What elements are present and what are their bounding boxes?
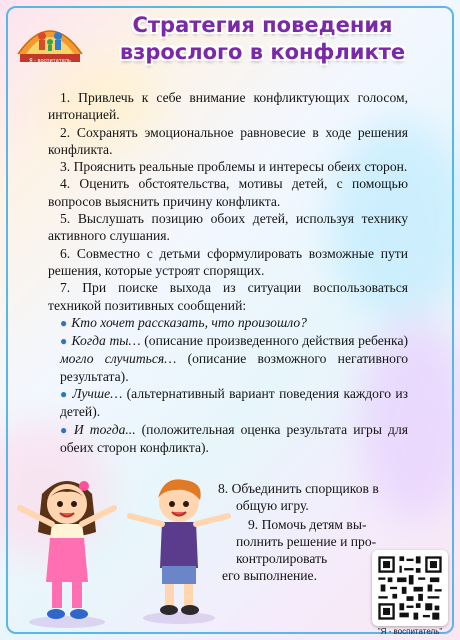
message-item bbox=[48, 332, 408, 385]
list-item: 6. Совместно с детьми сформулировать возможные пути решения, которые устроят спорящих. bbox=[48, 245, 408, 278]
logo-text: Я - воспитатель bbox=[29, 58, 71, 64]
girl-illustration bbox=[12, 472, 122, 632]
bullet-icon: ● bbox=[60, 422, 70, 437]
message-item bbox=[48, 385, 408, 421]
qr-caption: "Я - воспитатель" bbox=[377, 627, 443, 636]
bullet-icon: ● bbox=[60, 387, 69, 402]
message-text: (положительная оценка результата игры для обеих сторон конфликта). bbox=[60, 421, 408, 455]
page-title bbox=[90, 12, 435, 66]
list-item: 1. Привлечь к себе внимание конфликтующих голосом, интонацией. bbox=[48, 90, 408, 123]
text-line: его выполнение. bbox=[222, 568, 317, 583]
bullet-icon: ● bbox=[60, 334, 68, 349]
message-text: (описание произведенного действия ребенка) bbox=[140, 333, 409, 349]
list-item-8 bbox=[218, 480, 379, 514]
message-item bbox=[48, 421, 408, 457]
message-text: (описание возможного негативного результата). bbox=[60, 351, 408, 384]
message-italic: И тогда... bbox=[73, 421, 136, 437]
text-line: полнить решение и про- bbox=[236, 534, 377, 549]
boy-illustration bbox=[124, 476, 234, 626]
text-line: общую игру. bbox=[236, 498, 309, 513]
message-item bbox=[48, 314, 408, 332]
message-italic: Когда ты… bbox=[71, 333, 141, 349]
qr-code-icon bbox=[376, 554, 444, 622]
title-line: взрослого в конфликте bbox=[119, 40, 406, 64]
list-item: 7. При поиске выхода из ситуации воспользоваться техникой позитивных сообщений: bbox=[48, 280, 408, 313]
list-item: 3. Прояснить реальные проблемы и интересы обеих сторон. bbox=[60, 159, 408, 175]
qr-code[interactable] bbox=[372, 550, 448, 626]
list-item-9 bbox=[218, 516, 376, 584]
strategy-list bbox=[48, 89, 408, 456]
text-line: 8. Объединить спорщиков в bbox=[218, 481, 379, 496]
list-item: 2. Сохранять эмоциональное равновесие в ходе решения конфликта. bbox=[48, 124, 408, 157]
list-item: 5. Выслушать позицию обоих детей, используя технику активного слушания. bbox=[48, 211, 408, 244]
bullet-icon: ● bbox=[60, 315, 68, 330]
message-text: (альтернативный вариант поведения каждого из детей). bbox=[60, 386, 408, 420]
message-italic: Кто хочет рассказать, что произошло? bbox=[71, 314, 307, 330]
list-item: 4. Оценить обстоятельства, мотивы детей, с помощью вопросов выяснить причину конфликта. bbox=[48, 176, 408, 209]
title-line: Стратегия поведения bbox=[132, 13, 393, 37]
message-italic: Лучше… bbox=[72, 386, 123, 402]
message-italic: могло случиться… bbox=[60, 351, 177, 367]
text-line: контролировать bbox=[236, 551, 328, 566]
text-line: 9. Помочь детям вы- bbox=[248, 517, 367, 532]
